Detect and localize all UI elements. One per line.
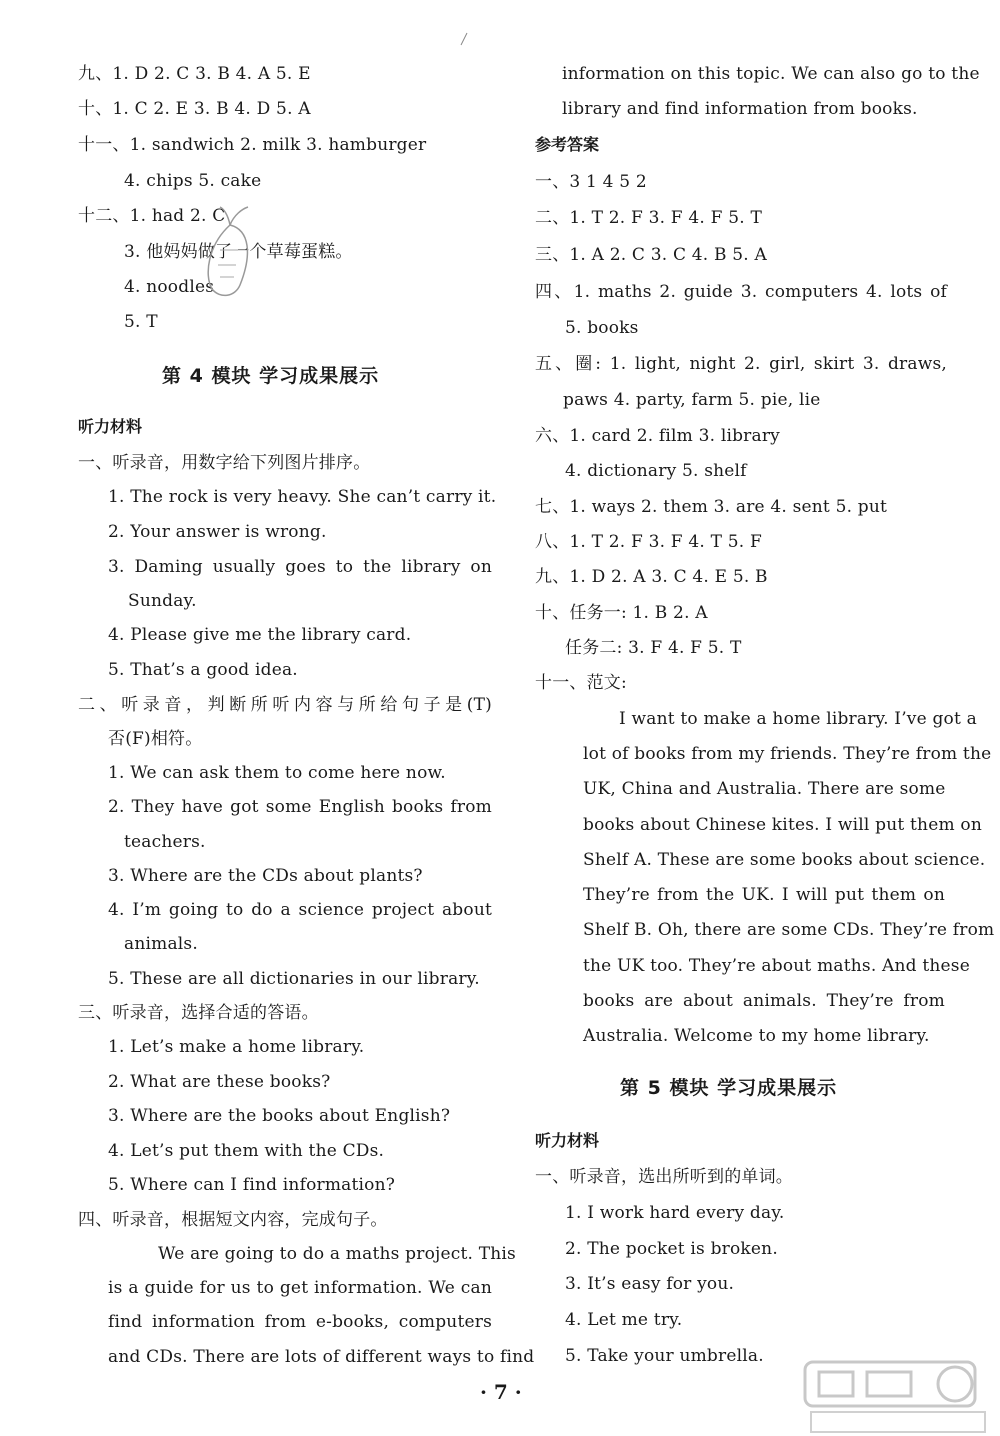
essay-line: Shelf A. These are some books about science. (583, 850, 986, 870)
module-4-title: 第 4 模块 学习成果展示 (162, 365, 380, 387)
essay-line: They’re from the UK. I will put them on (583, 885, 945, 905)
list-item: 5. Where can I find information? (108, 1175, 396, 1195)
essay-line: Australia. Welcome to my home library. (583, 1026, 930, 1046)
paragraph-line: and CDs. There are lots of different ways to find (108, 1347, 535, 1367)
list-item: 2. The pocket is broken. (565, 1239, 778, 1259)
answer-row: 六、1. card 2. film 3. library (535, 426, 780, 446)
answers-title: 参考答案 (535, 135, 600, 154)
answer-row: 五、圈: 1. light, night 2. girl, skirt 3. draws, (535, 354, 947, 374)
list-item: 5. These are all dictionaries in our library. (108, 969, 480, 989)
answer-row: 十一、范文: (535, 673, 627, 693)
watermark-logo (795, 1358, 995, 1436)
answer-row-11b: 4. chips 5. cake (124, 171, 262, 191)
answer-row: 二、1. T 2. F 3. F 4. F 5. T (535, 208, 762, 228)
answer-row: 八、1. T 2. F 3. F 4. T 5. F (535, 532, 762, 552)
answer-row-12a: 十二、1. had 2. C (78, 206, 226, 226)
module-5-title: 第 5 模块 学习成果展示 (620, 1077, 838, 1099)
list-item: 1. The rock is very heavy. She can’t carry it. (108, 487, 497, 507)
essay-line: books are about animals. They’re from (583, 991, 945, 1011)
listening-title-2: 听力材料 (535, 1131, 600, 1150)
list-item: teachers. (124, 832, 206, 852)
list-item: 3. It’s easy for you. (565, 1274, 735, 1294)
paragraph-line: is a guide for us to get information. We can (108, 1278, 492, 1298)
section-1-title: 一、听录音，用数字给下列图片排序。 (78, 453, 371, 473)
answer-row-11a: 十一、1. sandwich 2. milk 3. hamburger (78, 135, 427, 155)
section-1-title-2: 一、听录音，选出所听到的单词。 (535, 1167, 793, 1187)
list-item: 3. Daming usually goes to the library on (108, 557, 492, 577)
essay-line: the UK too. They’re about maths. And these (583, 956, 970, 976)
list-item: 1. Let’s make a home library. (108, 1037, 365, 1057)
listening-title: 听力材料 (78, 417, 143, 436)
answer-row: 任务二: 3. F 4. F 5. T (565, 638, 742, 658)
answer-row-12d: 5. T (124, 312, 158, 332)
section-3-title: 三、听录音，选择合适的答语。 (78, 1003, 319, 1023)
answer-row: 九、1. D 2. A 3. C 4. E 5. B (535, 567, 768, 587)
list-item: 2. What are these books? (108, 1072, 331, 1092)
answer-row-10: 十、1. C 2. E 3. B 4. D 5. A (78, 99, 311, 119)
carrot-doodle-icon (190, 205, 270, 305)
section-2-title: 二、听录音，判断所听内容与所给句子是(T) (78, 695, 492, 715)
paragraph-line: We are going to do a maths project. This (158, 1244, 516, 1264)
answer-row: 4. dictionary 5. shelf (565, 461, 747, 481)
page-number: · 7 · (480, 1380, 522, 1404)
answer-row-12c: 4. noodles (124, 277, 215, 297)
list-item: animals. (124, 934, 198, 954)
answer-row: 三、1. A 2. C 3. C 4. B 5. A (535, 245, 767, 265)
list-item: 5. That’s a good idea. (108, 660, 298, 680)
list-item: 2. Your answer is wrong. (108, 522, 327, 542)
section-4-title: 四、听录音，根据短文内容，完成句子。 (78, 1210, 388, 1230)
answer-row-9: 九、1. D 2. C 3. B 4. A 5. E (78, 64, 311, 84)
list-item: 4. Let’s put them with the CDs. (108, 1141, 385, 1161)
list-item: 3. Where are the books about English? (108, 1106, 451, 1126)
list-item: 5. Take your umbrella. (565, 1346, 764, 1366)
stray-mark-icon (458, 32, 470, 46)
answer-row: paws 4. party, farm 5. pie, lie (563, 390, 821, 410)
paragraph-line: information on this topic. We can also go to the (562, 64, 980, 84)
answer-row: 七、1. ways 2. them 3. are 4. sent 5. put (535, 497, 888, 517)
list-item: 2. They have got some English books from (108, 797, 492, 817)
list-item: 4. Let me try. (565, 1310, 683, 1330)
list-item: 1. We can ask them to come here now. (108, 763, 446, 783)
answer-row: 四、1. maths 2. guide 3. computers 4. lots of (535, 282, 947, 302)
answer-row-12b: 3. 他妈妈做了一个草莓蛋糕。 (124, 242, 353, 262)
answer-row: 5. books (565, 318, 639, 338)
list-item: Sunday. (128, 591, 197, 611)
essay-line: UK, China and Australia. There are some (583, 779, 946, 799)
answer-row: 一、3 1 4 5 2 (535, 172, 647, 192)
answer-row: 十、任务一: 1. B 2. A (535, 603, 708, 623)
paragraph-line: library and find information from books. (562, 99, 918, 119)
list-item: 4. Please give me the library card. (108, 625, 412, 645)
list-item: 3. Where are the CDs about plants? (108, 866, 423, 886)
essay-line: books about Chinese kites. I will put them on (583, 815, 982, 835)
paragraph-line: find information from e-books, computers (108, 1312, 492, 1332)
essay-line: lot of books from my friends. They’re from the (583, 744, 992, 764)
list-item: 4. I’m going to do a science project about (108, 900, 492, 920)
list-item: 1. I work hard every day. (565, 1203, 785, 1223)
essay-line: Shelf B. Oh, there are some CDs. They’re from (583, 920, 995, 940)
essay-line: I want to make a home library. I’ve got a (619, 709, 977, 729)
section-2-title-cont: 否(F)相符。 (108, 729, 203, 749)
